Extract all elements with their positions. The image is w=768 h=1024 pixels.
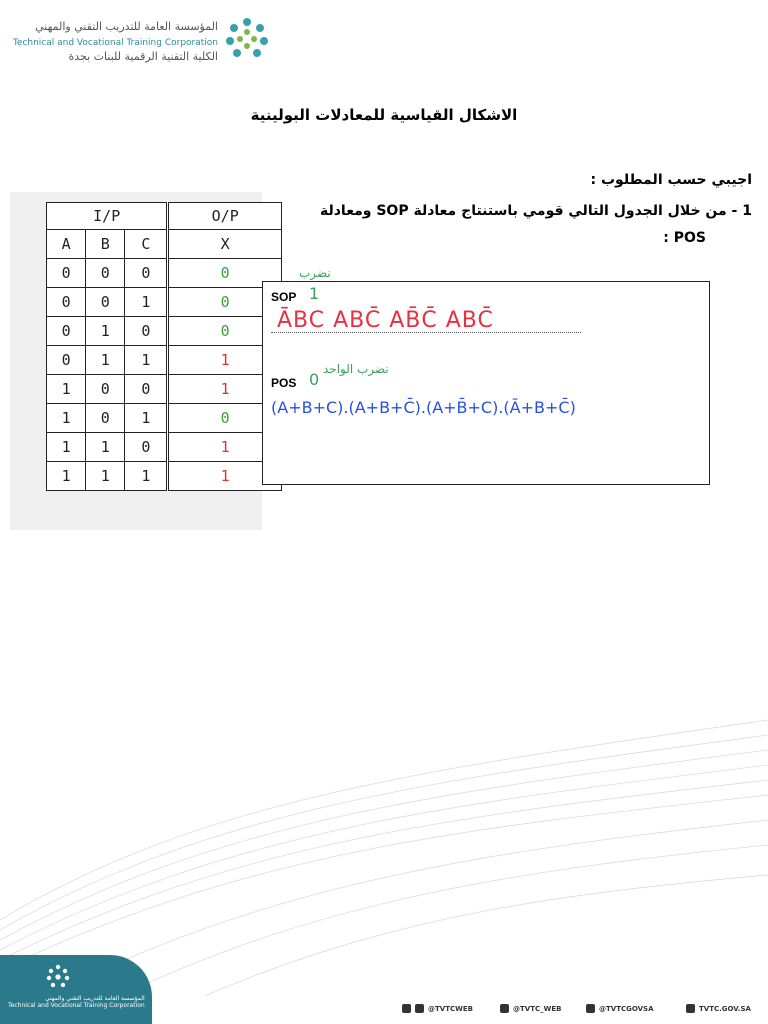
answer-box[interactable] [262,266,710,485]
table-row [47,375,282,404]
tvtc-logo-icon [222,14,272,64]
social-youtube[interactable] [586,1004,654,1013]
cell-a: 1 [47,404,86,433]
cell-b: 1 [86,317,125,346]
instagram-icon [500,1004,509,1013]
cell-b: 0 [86,288,125,317]
page-title: الاشكال القياسية للمعادلات البولينية [250,106,518,124]
pos-mark: 0 [309,370,320,389]
social-handle: @TVTCGOVSA [599,1004,654,1013]
social-handle: @TVTC_WEB [513,1004,562,1013]
table-row [47,462,282,491]
group-header-input: I/P [47,203,168,230]
truth-table-image [10,192,262,530]
cell-c: 0 [125,317,168,346]
instruction: اجيبي حسب المطلوب : [590,172,752,188]
cell-a: 0 [47,317,86,346]
cell-b: 1 [86,462,125,491]
youtube-icon [586,1004,595,1013]
twitter-icon [402,1004,411,1013]
cell-c: 1 [125,404,168,433]
snapchat-icon [415,1004,424,1013]
question-line-2: POS : [663,230,706,246]
college-name-ar: الكلية التقنية الرقمية للبنات بجدة [68,50,218,63]
table-row [47,317,282,346]
cell-a: 1 [47,433,86,462]
column-header: A [47,230,86,259]
cell-b: 0 [86,375,125,404]
cell-x: 0 [168,317,282,346]
sop-answer: ĀBC ABC̄ AB̄C̄ ABC̄ [277,308,494,333]
group-header-output: O/P [168,203,282,230]
cell-x: 0 [168,259,282,288]
social-instagram[interactable] [500,1004,561,1013]
pos-note: نضرب الواحد [323,362,389,376]
truth-table [46,202,282,491]
cell-a: 1 [47,462,86,491]
social-website[interactable] [686,1004,751,1013]
footer-swoosh-decoration [0,680,768,1000]
column-header: C [125,230,168,259]
table-row [47,346,282,375]
cell-x: 1 [168,346,282,375]
cell-b: 0 [86,259,125,288]
cell-b: 1 [86,346,125,375]
table-row [47,288,282,317]
cell-x: 0 [168,404,282,433]
social-handle: @TVTCWEB [428,1004,473,1013]
org-name-ar: المؤسسة العامة للتدريب التقني والمهني [35,20,218,33]
sop-label: SOP [271,290,297,304]
column-header: B [86,230,125,259]
table-row [47,404,282,433]
pos-label: POS [271,376,297,390]
cell-b: 0 [86,404,125,433]
sop-mark: 1 [309,284,320,303]
footer-org-en: Technical and Vocational Training Corporation [8,1002,145,1009]
sop-note: نضرب [299,266,331,280]
footer-logo-text [8,995,145,1009]
cell-c: 1 [125,462,168,491]
pos-answer: (A+B+C).(A+B+C̄).(A+B̄+C).(Ā+B+C̄) [271,398,576,417]
cell-c: 0 [125,375,168,404]
footer-org-ar: المؤسسة العامة للتدريب التقني والمهني [44,995,145,1002]
cell-c: 1 [125,346,168,375]
cell-c: 0 [125,259,168,288]
cell-x: 1 [168,433,282,462]
cell-a: 0 [47,259,86,288]
website-link: TVTC.GOV.SA [699,1004,751,1013]
column-header: X [168,230,282,259]
globe-icon [686,1004,695,1013]
table-row [47,433,282,462]
footer-logo-block [0,955,152,1024]
footer-logo-icon [44,963,72,991]
org-name-en: Technical and Vocational Training Corporation [12,38,218,48]
cell-b: 1 [86,433,125,462]
cell-x: 0 [168,288,282,317]
cell-c: 0 [125,433,168,462]
table-row [47,259,282,288]
cell-x: 1 [168,375,282,404]
social-twitter-snapchat[interactable] [402,1004,473,1013]
cell-x: 1 [168,462,282,491]
cell-a: 0 [47,346,86,375]
cell-a: 1 [47,375,86,404]
question-line-1: 1 - من خلال الجدول التالي قومي باستنتاج معادلة SOP ومعادلة [320,203,752,219]
cell-c: 1 [125,288,168,317]
cell-a: 0 [47,288,86,317]
